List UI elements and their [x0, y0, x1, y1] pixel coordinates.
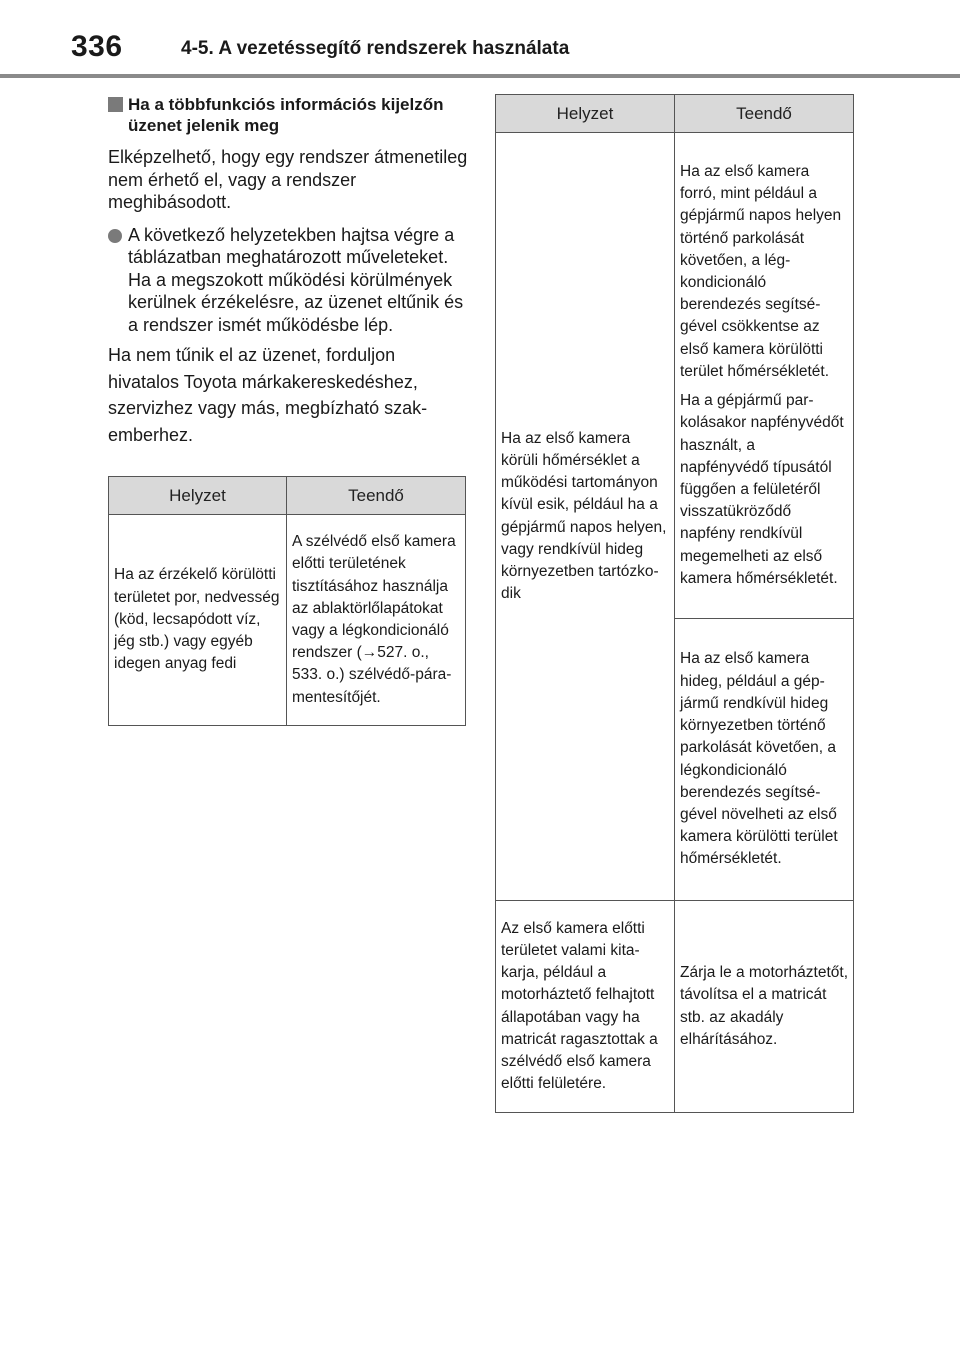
hot-camera-instruction: Ha az első kamera forró, mint például a gépjármű napos helyen történő parkolását követően, a légkondicionáló berendezés segítségével csökkentse az első kamera körülötti terület hőmérsékletét. [680, 163, 842, 380]
table-camera-temperature [495, 94, 854, 1113]
table1-header-action: Teendő [287, 477, 466, 515]
table2-cold-camera-action-cell: Ha az első kamera hideg, például a gépjármű rendkívül hideg környezetben történő parkolását követően, a légkondicionáló berendezés segítségével növelheti az első kamera körülötti terület hőmérsékletét. [675, 619, 854, 901]
table2-header-situation: Helyzet [496, 95, 675, 133]
header-divider [0, 74, 960, 78]
bullet-item [108, 224, 468, 337]
table-row [496, 901, 854, 1113]
bullet-text: A következő helyzetekben hajtsa végre a táblázatban meghatározott műveleteket. Ha a megszokott működési körülmények kerülnek érzékelésre, az üzenet eltűnik és a rendszer ismét működésbe lép. [128, 224, 464, 335]
table1-header-situation: Helyzet [109, 477, 287, 515]
table2-obstruction-situation-cell: Az első kamera előtti területet valami kitakarja, például a motorháztető felhajtott állapotában vagy ha matricát ragasztottak a szélvédő első kamera előtti felületére. [496, 901, 675, 1113]
table-row [496, 133, 854, 619]
table2-hot-camera-action-cell [675, 133, 854, 619]
circle-bullet-icon [108, 229, 122, 243]
subheading-text: Ha a többfunkciós információs kijelzőn üzenet jelenik meg [128, 95, 444, 135]
page-number: 336 [71, 30, 123, 63]
sunshade-instruction: Ha a gépjármű parkolásakor napfényvédőt használt, a napfényvédő típusától függően a felületéről visszatükröződő napfény rendkívül megemelheti az első kamera hőmérsékletét. [680, 392, 844, 587]
table1-action-cell: A szélvédő első kamera előtti területének tisztításához használja az ablaktörlőlapátokat vagy a légkondicionáló rendszer (→527. o., 533. o.) szélvédő-páramentesítőjét. [287, 515, 466, 726]
table2-obstruction-action-cell: Zárja le a motorháztetőt, távolítsa el a matricát stb. az akadály elhárításához. [675, 901, 854, 1113]
square-bullet-icon [108, 97, 123, 112]
page-header [0, 0, 960, 80]
left-column [108, 94, 468, 448]
section-title: 4-5. A vezetéssegítő rendszerek használata [181, 38, 570, 59]
intro-paragraph: Elképzelhető, hogy egy rendszer átmenetileg nem érhető el, vagy a rendszer meghibásodott. [108, 147, 468, 212]
table-sensor-covered [108, 476, 466, 726]
closing-paragraph: Ha nem tűnik el az üzenet, forduljon hivatalos Toyota márkakereskedéshez, szervizhez vagy más, megbízható szakemberhez. [108, 345, 428, 445]
subheading [108, 94, 468, 136]
table-row [109, 515, 466, 726]
table2-header-action: Teendő [675, 95, 854, 133]
table1-situation-cell: Ha az érzékelő körülötti területet por, nedvesség (köd, lecsapódott víz, jég stb.) vagy egyéb idegen anyag fedi [109, 515, 287, 726]
table2-temperature-situation-cell: Ha az első kamera körüli hőmérséklet a működési tartományon kívül esik, például ha a gépjármű napos helyen, vagy rendkívül hideg környezetben tartózkodik [496, 133, 675, 901]
